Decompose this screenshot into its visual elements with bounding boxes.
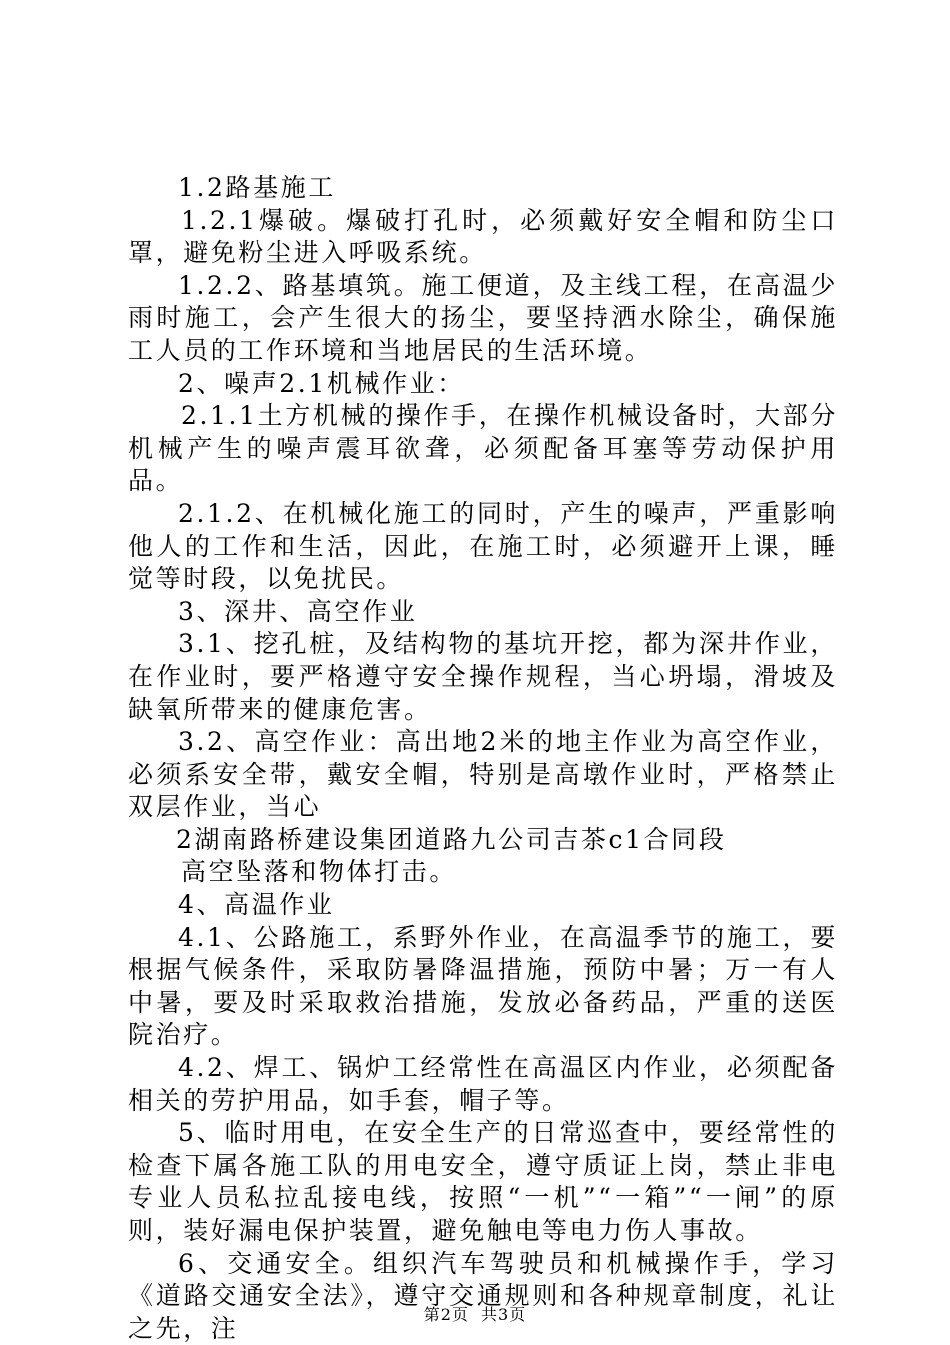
paragraph-2-1-1: 2.1.1土方机械的操作手，在操作机械设备时，大部分机械产生的噪声震耳欲聋，必须配备耳塞等劳动保护用品。 xyxy=(128,401,838,496)
paragraph-5: 5、临时用电，在安全生产的日常巡查中，要经常性的检查下属各施工队的用电安全，遵守质证上岗，禁止非电专业人员私拉乱接电线，按照“一机”“一箱”“一闸”的原则，装好漏电保护装置，避免触电等电力伤人事故。 xyxy=(128,1118,838,1245)
page-number: 第2页 xyxy=(423,1305,469,1324)
paragraph-3-2: 3.2、高空作业：高出地2米的地主作业为高空作业，必须系安全带，戴安全帽，特别是高墩作业时，严格禁止双层作业，当心 xyxy=(128,727,838,822)
paragraph-2-1-2: 2.1.2、在机械化施工的同时，产生的噪声，严重影响他人的工作和生活，因此，在施工时，必须避开上课，睡觉等时段，以免扰民。 xyxy=(128,498,838,594)
heading-2: 2、噪声2.1机械作业： xyxy=(178,368,465,398)
heading-1-2: 1.2路基施工 xyxy=(178,173,336,202)
paragraph-1-2-2: 1.2.2、路基填筑。施工便道，及主线工程，在高温少雨时施工，会产生很大的扬尘，要坚持洒水除尘，确保施工人员的工作环境和当地居民的生活环境。 xyxy=(128,270,838,365)
heading-4: 4、高温作业 xyxy=(178,890,335,920)
paragraph-6: 6、交通安全。组织汽车驾驶员和机械操作手，学习《道路交通安全法》，遵守交通规则和各种规章制度，礼让之先，注 xyxy=(128,1248,838,1343)
page-total: 共3页 xyxy=(481,1305,527,1324)
document-body xyxy=(128,172,838,1345)
paragraph-4-1: 4.1、公路施工，系野外作业，在高温季节的施工，要根据气候条件，采取防暑降温措施，预防中暑；万一有人中暑，要及时采取救治措施，发放必备药品，严重的送医院治疗。 xyxy=(128,922,838,1050)
paragraph-4-2: 4.2、焊工、锅炉工经常性在高温区内作业，必须配备相关的劳护用品，如手套，帽子等。 xyxy=(128,1053,838,1115)
running-header: 2湖南路桥建设集团道路九公司吉茶c1合同段 xyxy=(176,824,727,854)
heading-3: 3、深井、高空作业 xyxy=(178,596,418,626)
paragraph-3-1: 3.1、挖孔桩，及结构物的基坑开挖，都为深井作业，在作业时，要严格遵守安全操作规程，当心坍塌，滑坡及缺氧所带来的健康危害。 xyxy=(128,629,838,724)
paragraph-1-2-1: 1.2.1爆破。爆破打孔时，必须戴好安全帽和防尘口罩，避免粉尘进入呼吸系统。 xyxy=(128,205,838,268)
page-footer xyxy=(0,1302,950,1325)
paragraph-3-2-continued: 高空坠落和物体打击。 xyxy=(181,857,458,887)
